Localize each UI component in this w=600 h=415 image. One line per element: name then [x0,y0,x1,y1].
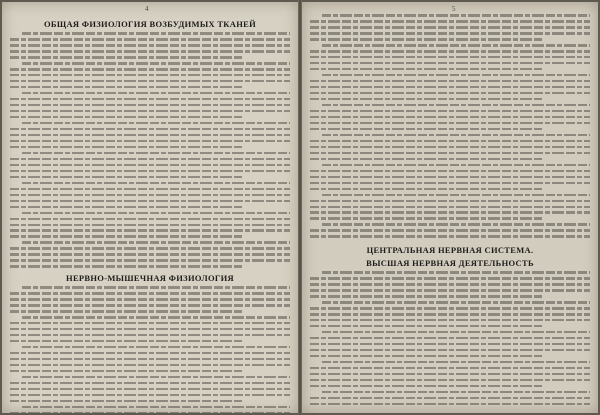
text-line [310,68,542,71]
text-line [310,182,590,185]
text-line [10,170,290,173]
text-line [22,152,290,155]
text-line [22,406,290,409]
text-line [322,104,590,107]
text-line [310,152,590,155]
text-line [10,370,242,373]
text-line [10,98,290,101]
text-line [10,292,290,295]
text-line [310,373,590,376]
text-line [310,349,590,352]
text-line [310,140,590,143]
text-line [10,116,242,119]
text-line [310,289,590,292]
text-line [10,80,290,83]
text-line [310,277,590,280]
text-line [310,206,590,209]
text-line [10,188,290,191]
text-line [10,340,242,343]
text-line [310,343,590,346]
text-line [10,68,290,71]
text-line [310,98,542,101]
text-line [10,298,290,301]
text-line [310,26,590,29]
heading-cns-line1: ЦЕНТРАЛЬНАЯ НЕРВНАЯ СИСТЕМА. [366,245,534,256]
text-line [310,337,590,340]
text-line [22,346,290,349]
text-line [310,86,590,89]
text-line [22,376,290,379]
text-line [310,50,590,53]
text-line [310,200,590,203]
text-line [310,116,590,119]
text-line [322,134,590,137]
text-line [10,364,290,367]
text-line [10,322,290,325]
page-number-left: 4 [145,5,149,13]
text-line [10,224,290,227]
right-page [302,2,598,413]
text-line [310,307,590,310]
text-line [10,206,242,209]
text-line [10,358,290,361]
text-line [310,217,542,220]
text-line [310,146,590,149]
heading-general-physiology: ОБЩАЯ ФИЗИОЛОГИЯ ВОЗБУДИМЫХ ТКАНЕЙ [43,19,257,29]
text-line [322,271,590,274]
text-line [310,379,590,382]
text-line [10,229,290,232]
text-line [10,328,290,331]
text-line [310,128,542,131]
text-line [10,334,290,337]
text-line [10,412,290,413]
text-line [10,56,242,59]
text-line [310,188,542,191]
text-line [22,212,290,215]
text-line [310,122,590,125]
text-line [310,325,542,328]
left-column [10,14,290,413]
text-line [310,235,590,238]
text-line [10,200,290,203]
text-line [322,14,590,17]
text-line [310,319,590,322]
text-line [22,286,290,289]
text-line [310,92,590,95]
text-line [310,62,590,65]
text-line [10,265,242,268]
text-line [10,86,242,89]
text-line [10,146,242,149]
text-line [322,223,590,226]
body-text-cns [310,271,590,405]
text-line [10,247,290,250]
text-line [310,80,590,83]
text-line [310,56,590,59]
text-line [310,38,542,41]
text-line [310,211,590,214]
text-line [10,164,290,167]
text-line [10,44,290,47]
page-number-right: 5 [452,5,456,13]
text-line [322,44,590,47]
text-line [310,385,542,388]
text-line [322,301,590,304]
text-line [310,313,590,316]
text-line [310,32,590,35]
text-line [10,38,290,41]
text-line [10,304,290,307]
body-text-right-top [310,14,590,238]
body-text-neuromuscular [10,286,290,413]
text-line [310,397,590,400]
text-line [10,382,290,385]
text-line [322,391,590,394]
text-line [10,310,242,313]
text-line [22,316,290,319]
text-line [10,104,290,107]
text-line [10,235,242,238]
text-line [10,128,290,131]
text-line [22,32,290,35]
text-line [310,295,542,298]
text-line [10,259,290,262]
text-line [10,50,290,53]
text-line [310,367,590,370]
text-line [322,361,590,364]
body-text-general [10,32,290,268]
text-line [22,62,290,65]
text-line [10,394,290,397]
text-line [10,140,290,143]
text-line [310,176,590,179]
text-line [310,170,590,173]
text-line [10,74,290,77]
text-line [10,388,290,391]
text-line [22,92,290,95]
text-line [10,158,290,161]
text-line [310,158,542,161]
heading-cns-line2: ВЫСШАЯ НЕРВНАЯ ДЕЯТЕЛЬНОСТЬ [366,258,534,269]
text-line [310,229,590,232]
text-line [322,331,590,334]
text-line [322,194,590,197]
heading-neuromuscular: НЕРВНО-МЫШЕЧНАЯ ФИЗИОЛОГИЯ [66,272,234,283]
text-line [10,352,290,355]
right-column [310,14,590,409]
text-line [10,194,290,197]
text-line [10,400,242,403]
text-line [310,20,590,23]
text-line [310,403,590,406]
text-line [10,253,290,256]
text-line [22,122,290,125]
text-line [22,182,290,185]
text-line [10,110,290,113]
text-line [10,218,290,221]
text-line [322,74,590,77]
text-line [310,283,590,286]
text-line [10,176,242,179]
text-line [310,110,590,113]
text-line [10,134,290,137]
text-line [310,355,542,358]
left-page [2,2,298,413]
text-line [322,164,590,167]
text-line [22,241,290,244]
